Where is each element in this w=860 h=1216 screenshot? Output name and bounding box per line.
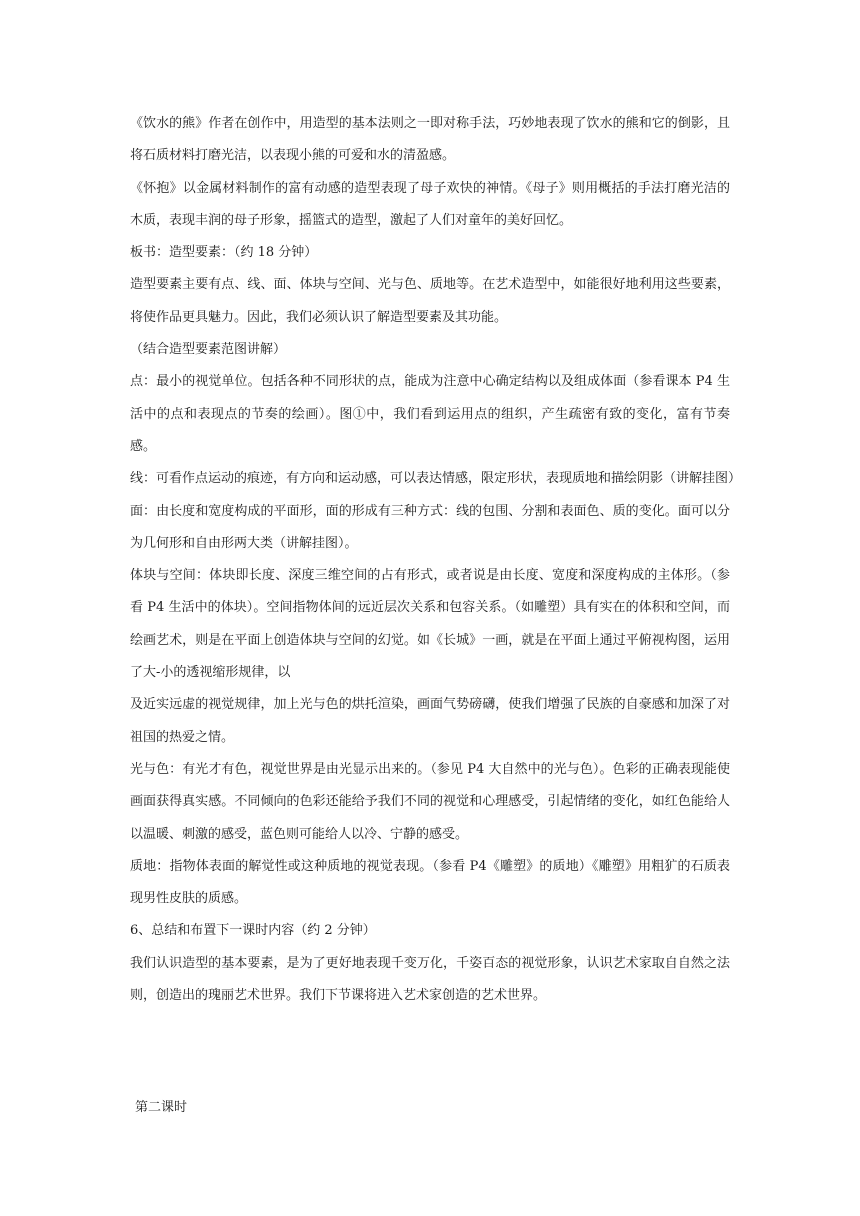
paragraph-elements-intro: 造型要素主要有点、线、面、体块与空间、光与色、质地等。在艺术造型中，如能很好地利用这些要素，将使作品更具魅力。因此，我们必须认识了解造型要素及其功能。 bbox=[130, 277, 730, 325]
paragraph-drinking-bear: 《饮水的熊》作者在创作中，用造型的基本法则之一即对称手法，巧妙地表现了饮水的熊和它的倒影，且将石质材料打磨光洁，以表现小熊的可爱和水的清盈感。 bbox=[130, 116, 730, 164]
paragraph-light-color: 光与色：有光才有色，视觉世界是由光显示出来的。（参见 P4 大自然中的光与色）。色彩的正确表现能使画面获得真实感。不同倾向的色彩还能给予我们不同的视觉和心理感受，引起情绪的变化，如红色能给人以温暖、刺激的感受，蓝色则可能给人以冷、宁静的感受。 bbox=[130, 761, 730, 842]
paragraph-volume-space: 体块与空间：体块即长度、深度三维空间的占有形式，或者说是由长度、宽度和深度构成的主体形。（参看 P4 生活中的体块）。空间指物体间的远近层次关系和包容关系。（如雕塑）具有实在的体积和空间，而绘画艺术，则是在平面上创造体块与空间的幻觉。如《长城》一画，就是在平面上通过平俯视构图，运用了大-小的透视缩形规律，以 bbox=[130, 568, 730, 681]
paragraph-volume-space-cont: 及近实远虚的视觉规律，加上光与色的烘托渲染，画面气势磅礴，使我们增强了民族的自豪感和加深了对祖国的热爱之情。 bbox=[130, 697, 730, 745]
paragraph-line: 线：可看作点运动的痕迹，有方向和运动感，可以表达情感，限定形状，表现质地和描绘阴影（讲解挂图） bbox=[130, 471, 742, 487]
section-spacer bbox=[130, 1012, 730, 1092]
paragraph-plane: 面：由长度和宽度构成的平面形，面的形成有三种方式：线的包围、分割和表面色、质的变化。面可以分为几何形和自由形两大类（讲解挂图）。 bbox=[130, 503, 730, 551]
document-body bbox=[130, 108, 742, 1124]
paragraph-summary: 我们认识造型的基本要素，是为了更好地表现千变万化，千姿百态的视觉形象，认识艺术家取自自然之法则，创造出的瑰丽艺术世界。我们下节课将进入艺术家创造的艺术世界。 bbox=[130, 955, 730, 1004]
paragraph-point: 点：最小的视觉单位。包括各种不同形状的点，能成为注意中心确定结构以及组成体面（参看课本 P4 生活中的点和表现点的节奏的绘画）。图①中，我们看到运用点的组织，产生疏密有致的变化，富有节奏感。 bbox=[130, 374, 730, 454]
summary-heading: 6、总结和布置下一课时内容（约 2 分钟） bbox=[130, 923, 376, 939]
board-heading: 板书：造型要素：（约 18 分钟） bbox=[130, 245, 318, 261]
lesson-title: 第二课时 bbox=[135, 1100, 188, 1116]
paragraph-embrace: 《怀抱》以金属材料制作的富有动感的造型表现了母子欢快的神情。《母子》则用概括的手法打磨光洁的木质，表现丰润的母子形象，摇篮式的造型，激起了人们对童年的美好回忆。 bbox=[130, 180, 730, 228]
paragraph-texture: 质地：指物体表面的解觉性或这种质地的视觉表现。（参看 P4《雕塑》的质地）《雕塑》用粗犷的石质表现男性皮肤的质感。 bbox=[130, 858, 730, 907]
combined-note: （结合造型要素范图讲解） bbox=[130, 342, 287, 358]
